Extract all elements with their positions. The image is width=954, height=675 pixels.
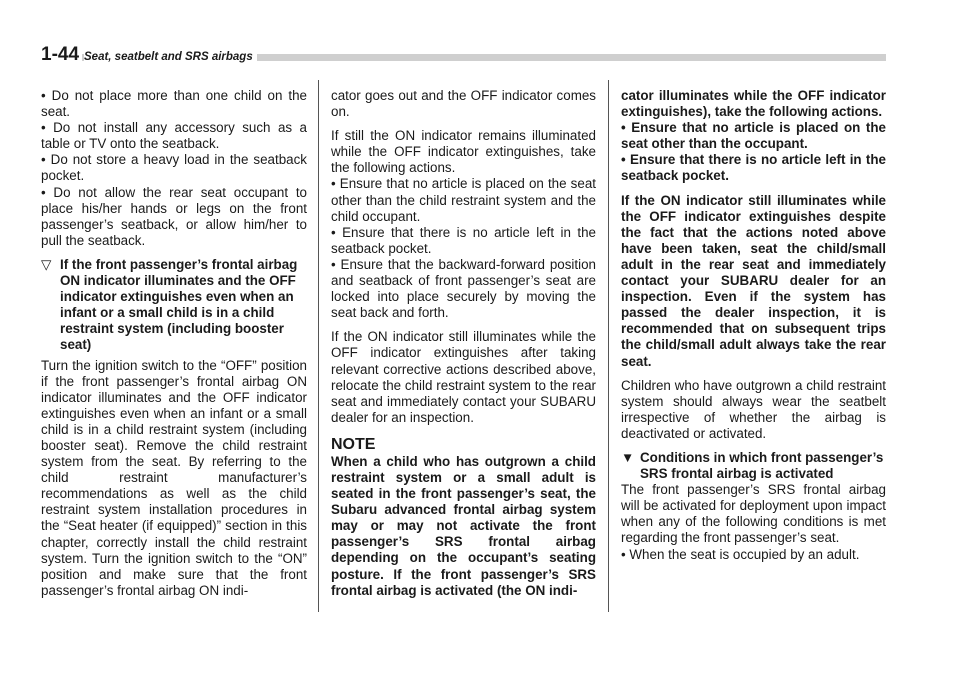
heading-text: If the front passenger’s frontal airbag ON indicator illuminates and the OFF indicator extinguishes even when an infant or a small child is in a child restraint system (including booster seat): [60, 256, 298, 353]
bullet-item: • Ensure that no article is placed on the seat other than the occupant.: [621, 120, 886, 152]
triangle-outline-icon: ▽: [41, 256, 52, 272]
note-text: cator illuminates while the OFF indicator extinguishes), take the following actions.: [621, 88, 886, 120]
paragraph: If the ON indicator still illuminates while the OFF indicator extinguishes after taking relevant corrective actions described above, relocate the child restraint system to the rear seat and immediately contact your SUBARU dealer for an inspection.: [331, 329, 596, 425]
paragraph: Turn the ignition switch to the “OFF” position if the front passenger’s frontal airbag ON indicator illuminates and the OFF indicator extinguishes even when an infant or a small child is in a child restraint system (including booster seat). Remove the child restraint system from the seat. By referring to the child restraint manufacturer’s recommendations as well as the child restraint system installation procedures in the “Seat heater (if equipped)” section in this chapter, correctly install the child restraint system. Turn the ignition switch to the “ON” position and make sure that the front passenger’s frontal airbag ON indi-: [41, 357, 307, 598]
paragraph: Children who have outgrown a child restraint system should always wear the seatbelt irrespective of whether the airbag is deactivated or activated.: [621, 377, 886, 441]
triangle-filled-icon: ▼: [621, 449, 635, 465]
bullet-item: • Do not install any accessory such as a table or TV onto the seatback.: [41, 120, 307, 152]
note-text: If the ON indicator still illuminates while the OFF indicator extinguishes despite the fact that the actions noted above have been taken, seat the child/small adult in the rear seat and immediately contact your SUBARU dealer for an inspection. Even if the system has passed the dealer inspection, it is recommended that on subsequent trips the child/small adult always take the rear seat.: [621, 192, 886, 369]
paragraph: If still the ON indicator remains illuminated while the OFF indicator extinguishes, take the following actions.: [331, 128, 596, 176]
column-middle: [331, 88, 596, 599]
bullet-item: • When the seat is occupied by an adult.: [621, 546, 860, 562]
bullet-item: • Do not store a heavy load in the seatback pocket.: [41, 152, 307, 184]
column-divider: [608, 80, 609, 612]
subsection-heading: [621, 450, 886, 482]
note-text: When a child who has outgrown a child restraint system or a small adult is seated in the front passenger’s seat, the Subaru advanced frontal airbag system may or may not activate the front passenger’s SRS frontal airbag depending on the occupant’s seating posture. If the front passenger’s SRS frontal airbag is activated (the ON indi-: [331, 453, 596, 598]
page-number: 1-44: [41, 42, 82, 68]
bullet-item: • Do not place more than one child on the seat.: [41, 88, 307, 120]
bullet-item: • Ensure that no article is placed on the seat other than the child restraint system and the child occupant.: [331, 176, 596, 224]
bullet-item: • Ensure that there is no article left in the seatback pocket.: [331, 224, 596, 256]
heading-text: Conditions in which front passenger’s SRS frontal airbag is activated: [640, 449, 884, 482]
column-left: [41, 88, 307, 599]
note-title: NOTE: [331, 435, 376, 453]
page-header: [41, 42, 886, 68]
bullet-item: • Ensure that the backward-forward position and seatback of front passenger’s seat are locked into place securely by moving the seat back and forth.: [331, 256, 596, 321]
paragraph: The front passenger’s SRS frontal airbag will be activated for deployment upon impact when any of the following conditions is met regarding the front passenger’s seat.: [621, 482, 886, 546]
bullet-item: • Do not allow the rear seat occupant to place his/her hands or legs on the front passenger’s seatback, or allow him/her to pull the seatback.: [41, 184, 307, 248]
column-right: [621, 88, 886, 563]
subsection-heading: [41, 257, 307, 354]
bullet-item: • Ensure that there is no article left in the seatback pocket.: [621, 152, 886, 184]
paragraph: cator goes out and the OFF indicator comes on.: [331, 88, 596, 120]
column-divider: [318, 80, 319, 612]
section-title: Seat, seatbelt and SRS airbags: [84, 49, 257, 65]
